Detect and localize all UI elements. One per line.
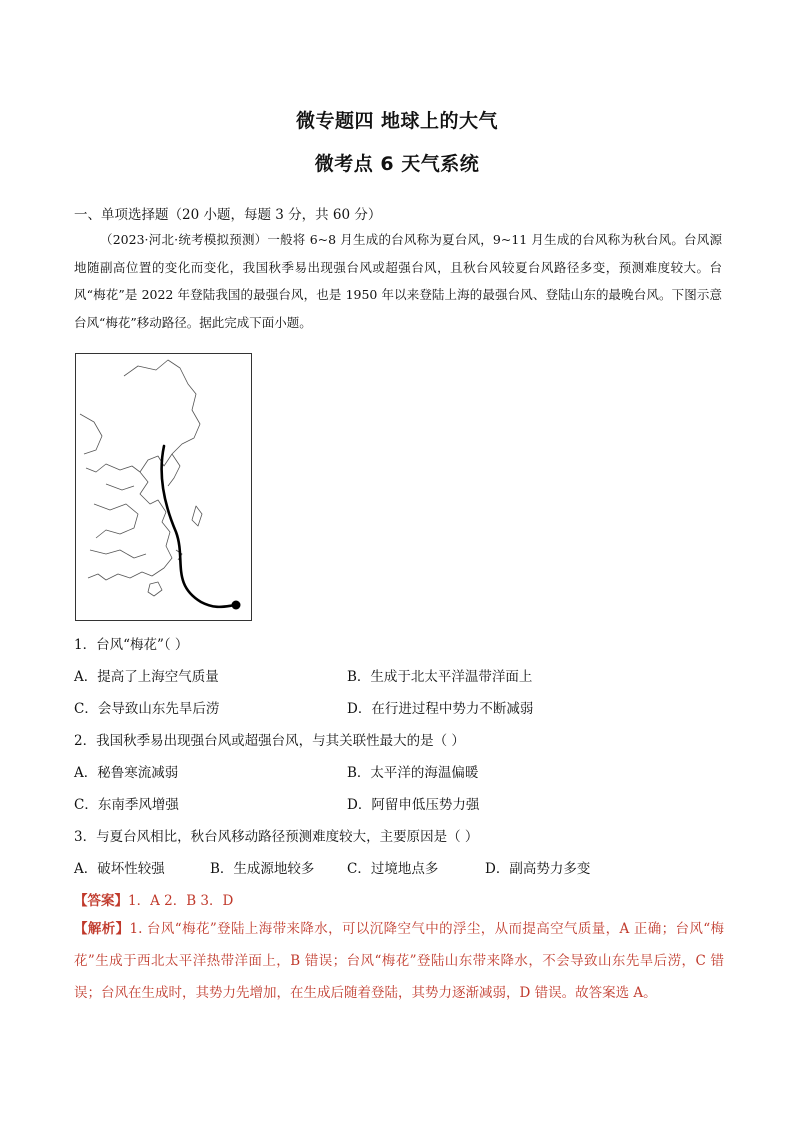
section-heading: 一、单项选择题（20 小题，每题 3 分，共 60 分） — [74, 207, 382, 223]
passage-text: （2023·河北·统考模拟预测）一般将 6~8 月生成的台风称为夏台风，9~11 月生成的台风称为秋台风。台风源地随副高位置的变化而变化，我国秋季易出现强台风或超强台风，且秋台风较夏台风路径多变，预测难度较大。台风“梅花”是 2022 年登陆我国的最强台风，也是 1950 年以来登陆上海的最强台风、登陆山东的最晚台风。下图示意台风“梅花”移动路径。据此完成下面小题。 — [74, 232, 722, 330]
document-title: 微专题四 地球上的大气 — [295, 110, 499, 132]
analysis-text: 1. 台风“梅花”登陆上海带来降水，可以沉降空气中的浮尘，从而提高空气质量，A 正确；台风“梅花”生成于西北太平洋热带洋面上，B 错误；台风“梅花”登陆山东带来降水，不会导致山东先旱后涝，C 错误；台风在生成时，其势力先增加，在生成后随着登陆，其势力逐渐减弱，D 错误。故答案选 A。 — [74, 921, 724, 1001]
answer-text: 1．A 2．B 3．D — [128, 893, 234, 909]
map-drawing — [76, 354, 251, 620]
q2-option-c[interactable]: C．东南季风增强 — [74, 797, 179, 813]
analysis-label: 【解析】 — [74, 921, 130, 937]
typhoon-track-map — [75, 353, 252, 621]
q2-option-b[interactable]: B．太平洋的海温偏暖 — [347, 765, 479, 781]
answer-label: 【答案】 — [74, 893, 128, 909]
q3-option-d[interactable]: D．副高势力多变 — [485, 861, 591, 877]
answer-line — [74, 889, 233, 909]
q2-option-a[interactable]: A．秘鲁寒流减弱 — [74, 765, 179, 781]
q3-option-b[interactable]: B．生成源地较多 — [210, 861, 315, 877]
question-1-stem: 1．台风“梅花”（ ） — [74, 637, 189, 653]
q2-option-d[interactable]: D．阿留申低压势力强 — [347, 797, 480, 813]
q1-option-b[interactable]: B．生成于北太平洋温带洋面上 — [347, 669, 533, 685]
document-subtitle: 微考点 6 天气系统 — [314, 153, 480, 175]
question-3-stem: 3．与夏台风相比，秋台风移动路径预测难度较大，主要原因是（ ） — [74, 829, 479, 845]
typhoon-track-line — [162, 446, 236, 607]
q1-option-d[interactable]: D．在行进过程中势力不断减弱 — [347, 701, 534, 717]
coastline — [80, 360, 202, 596]
question-2-stem: 2．我国秋季易出现强台风或超强台风，与其关联性最大的是（ ） — [74, 733, 465, 749]
typhoon-origin-dot — [232, 601, 241, 610]
q1-option-a[interactable]: A．提高了上海空气质量 — [74, 669, 219, 685]
analysis-block — [74, 913, 724, 1009]
q3-option-c[interactable]: C．过境地点多 — [347, 861, 439, 877]
q1-option-c[interactable]: C．会导致山东先旱后涝 — [74, 701, 220, 717]
q3-option-a[interactable]: A．破坏性较强 — [74, 861, 165, 877]
